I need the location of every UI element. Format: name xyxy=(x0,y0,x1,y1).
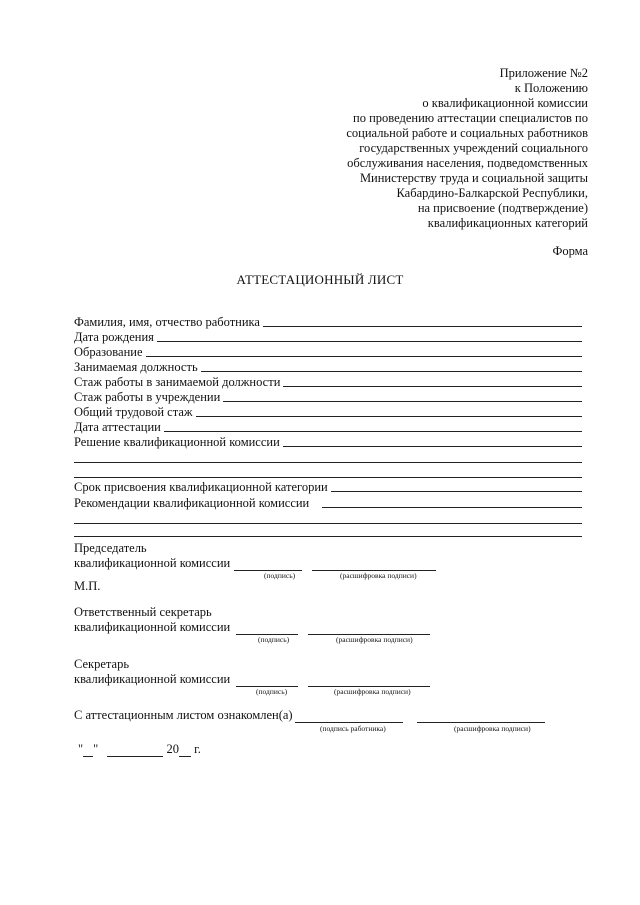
appendix-line: по проведению аттестации специалистов по xyxy=(353,111,588,125)
signer-title: Председатель xyxy=(74,541,147,555)
signature-decode-line[interactable] xyxy=(308,622,430,635)
stamp-place: М.П. xyxy=(74,579,101,593)
field-position-experience[interactable] xyxy=(74,374,582,389)
chairman-signature-block xyxy=(74,541,436,594)
field-attestation-date[interactable] xyxy=(74,419,582,434)
field-label: Занимаемая должность xyxy=(74,360,198,374)
field-total-experience[interactable] xyxy=(74,404,582,419)
form-label: Форма xyxy=(552,244,588,258)
field-birth-date[interactable] xyxy=(74,329,582,344)
day-line[interactable] xyxy=(83,745,93,757)
caption-decode: (расшифровка подписи) xyxy=(334,687,411,696)
fill-line[interactable] xyxy=(322,496,582,508)
caption-signature: (подпись) xyxy=(258,635,290,644)
field-label: Общий трудовой стаж xyxy=(74,405,193,419)
caption-decode: (расшифровка подписи) xyxy=(340,571,417,580)
year-prefix: 20 xyxy=(166,742,179,756)
acquainted-label: С аттестационным листом ознакомлен(а) xyxy=(74,708,293,722)
signer-title: квалификационной комиссии xyxy=(74,620,231,634)
signature-line[interactable] xyxy=(236,622,298,635)
fill-line[interactable] xyxy=(157,330,582,342)
signer-title: квалификационной комиссии xyxy=(74,556,231,570)
signature-line[interactable] xyxy=(236,674,298,687)
responsible-secretary-signature-block xyxy=(74,605,430,644)
fill-line[interactable] xyxy=(146,345,582,357)
appendix-line: государственных учреждений социального xyxy=(359,141,588,155)
fill-line[interactable] xyxy=(263,315,582,327)
field-category-term[interactable] xyxy=(74,479,582,494)
field-commission-recommendations[interactable] xyxy=(74,495,582,510)
field-label: Решение квалификационной комиссии xyxy=(74,435,280,449)
year-line[interactable] xyxy=(179,745,191,757)
quote-close: " xyxy=(93,742,99,756)
signature-decode-line[interactable] xyxy=(312,558,436,571)
field-education[interactable] xyxy=(74,344,582,359)
signature-decode-line[interactable] xyxy=(417,710,545,723)
secretary-signature-block xyxy=(74,657,430,696)
field-institution-experience[interactable] xyxy=(74,389,582,404)
signature-line[interactable] xyxy=(295,710,403,723)
field-label: Стаж работы в учреждении xyxy=(74,390,221,404)
appendix-line: Кабардино-Балкарской Республики, xyxy=(396,186,588,200)
fill-line[interactable] xyxy=(196,405,582,417)
fill-line[interactable] xyxy=(283,375,582,387)
signer-title: Секретарь xyxy=(74,657,130,671)
caption-decode: (расшифровка подписи) xyxy=(336,635,413,644)
fill-line[interactable] xyxy=(164,420,582,432)
quote-open: " xyxy=(78,742,84,756)
signature-decode-line[interactable] xyxy=(308,674,430,687)
field-commission-decision[interactable] xyxy=(74,434,582,449)
fill-line[interactable] xyxy=(331,480,582,492)
field-label: Дата рождения xyxy=(74,330,154,344)
caption-signature: (подпись) xyxy=(256,687,288,696)
fill-line[interactable] xyxy=(201,360,582,372)
field-label: Дата аттестации xyxy=(74,420,161,434)
appendix-line: Министерству труда и социальной защиты xyxy=(359,171,588,185)
field-label: Фамилия, имя, отчество работника xyxy=(74,315,260,329)
field-label: Образование xyxy=(74,345,143,359)
caption-decode: (расшифровка подписи) xyxy=(454,724,531,733)
field-position[interactable] xyxy=(74,359,582,374)
signer-title: Ответственный секретарь xyxy=(74,605,212,619)
acquainted-signature-block xyxy=(74,708,545,733)
appendix-header xyxy=(346,66,588,231)
document-title: АТТЕСТАЦИОННЫЙ ЛИСТ xyxy=(236,272,404,287)
date-field[interactable] xyxy=(78,742,201,757)
signature-line[interactable] xyxy=(234,558,302,571)
field-full-name[interactable] xyxy=(74,314,582,329)
appendix-line: о квалификационной комиссии xyxy=(422,96,588,110)
appendix-line: на присвоение (подтверждение) xyxy=(417,201,588,215)
employee-fields xyxy=(74,314,582,537)
field-label: Срок присвоения квалификационной категории xyxy=(74,480,328,494)
month-line[interactable] xyxy=(107,745,163,757)
fill-line[interactable] xyxy=(74,462,582,463)
appendix-line: Приложение №2 xyxy=(499,66,588,80)
fill-line[interactable] xyxy=(74,536,582,537)
appendix-line: квалификационных категорий xyxy=(427,216,588,230)
field-label: Стаж работы в занимаемой должности xyxy=(74,375,281,389)
year-suffix: г. xyxy=(194,742,201,756)
fill-line[interactable] xyxy=(223,390,582,402)
appendix-line: социальной работе и социальных работников xyxy=(346,126,588,140)
fill-line[interactable] xyxy=(74,523,582,524)
fill-line[interactable] xyxy=(74,477,582,478)
caption-signature: (подпись) xyxy=(264,571,296,580)
signer-title: квалификационной комиссии xyxy=(74,672,231,686)
appendix-line: обслуживания населения, подведомственных xyxy=(347,156,588,170)
fill-line[interactable] xyxy=(283,435,582,447)
appendix-line: к Положению xyxy=(514,81,588,95)
field-label: Рекомендации квалификационной комиссии xyxy=(74,496,310,510)
caption-signature: (подпись работника) xyxy=(320,724,386,733)
